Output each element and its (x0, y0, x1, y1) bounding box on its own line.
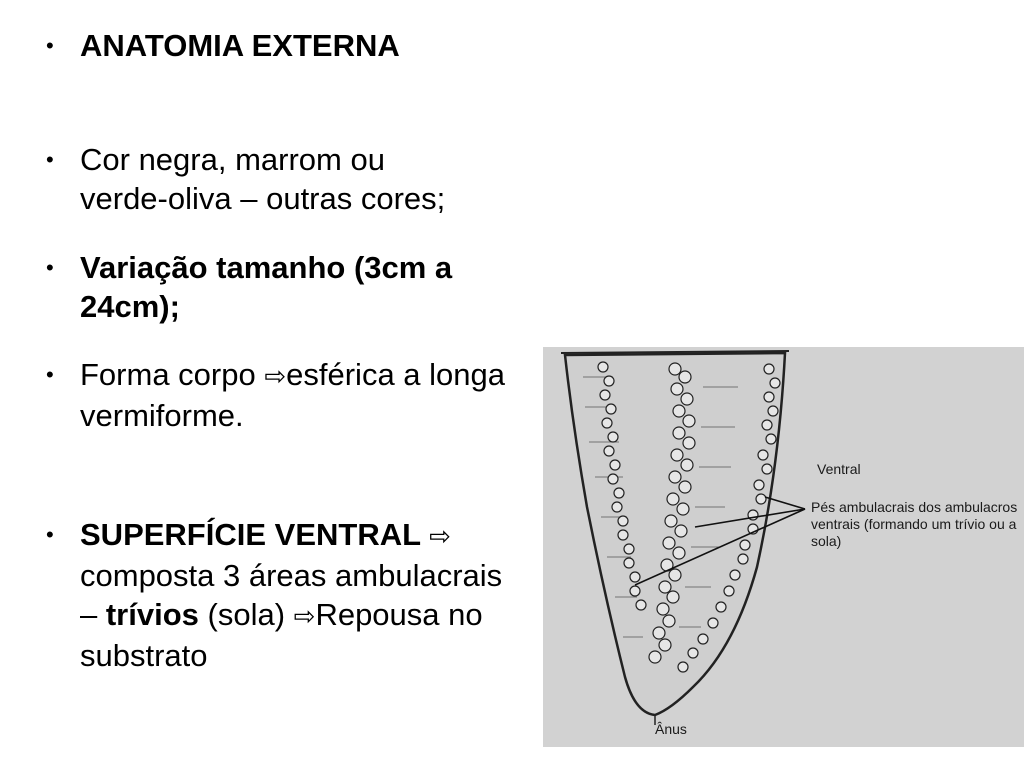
bullet-text (80, 355, 516, 435)
bullet-text-line: Cor negra, marrom ou (80, 142, 385, 177)
bullet-dot: • (46, 255, 54, 280)
bullet-text (80, 140, 516, 218)
bullet-variacao-tamanho (46, 248, 516, 326)
arrow-icon: ⇨ (293, 601, 316, 631)
bullet-text: ANATOMIA EXTERNA (80, 28, 400, 63)
bullet-anatomia-externa (46, 26, 516, 65)
bullet-text-bold: trívios (105, 597, 199, 632)
bullet-dot: • (46, 522, 54, 547)
bullet-dot: • (46, 362, 54, 387)
bullet-dot: • (46, 147, 54, 172)
sea-cucumber-figure (543, 347, 1024, 747)
bullet-forma-corpo (46, 355, 516, 435)
bullet-dot: • (46, 33, 54, 58)
bullet-superficie-ventral (46, 515, 516, 675)
bullet-text-part: (sola) (198, 597, 294, 632)
bullet-text-part: composta 3 áreas ambulacrais – (80, 558, 503, 632)
bullet-text: Variação tamanho (3cm a 24cm); (80, 250, 453, 324)
arrow-icon: ⇨ (264, 361, 287, 391)
bullet-cor (46, 140, 516, 218)
bullet-text-part: Repousa no substrato (80, 597, 483, 673)
figure-label-anus: Ânus (655, 721, 687, 737)
bullet-text-part: Forma corpo (80, 357, 265, 392)
arrow-icon: ⇨ (429, 521, 451, 551)
figure-label-ventral: Ventral (817, 461, 861, 477)
bullet-text-part: esférica a longa vermiforme. (80, 357, 506, 433)
figure-label-pes-ambulacrais: Pés ambulacrais dos ambulacros ventrais (formando um trívio ou a sola) (811, 499, 1018, 549)
bullet-text-bold: SUPERFÍCIE VENTRAL (80, 517, 430, 552)
bullet-text-line: verde-oliva – outras cores; (80, 181, 446, 216)
bullet-text (80, 515, 516, 675)
